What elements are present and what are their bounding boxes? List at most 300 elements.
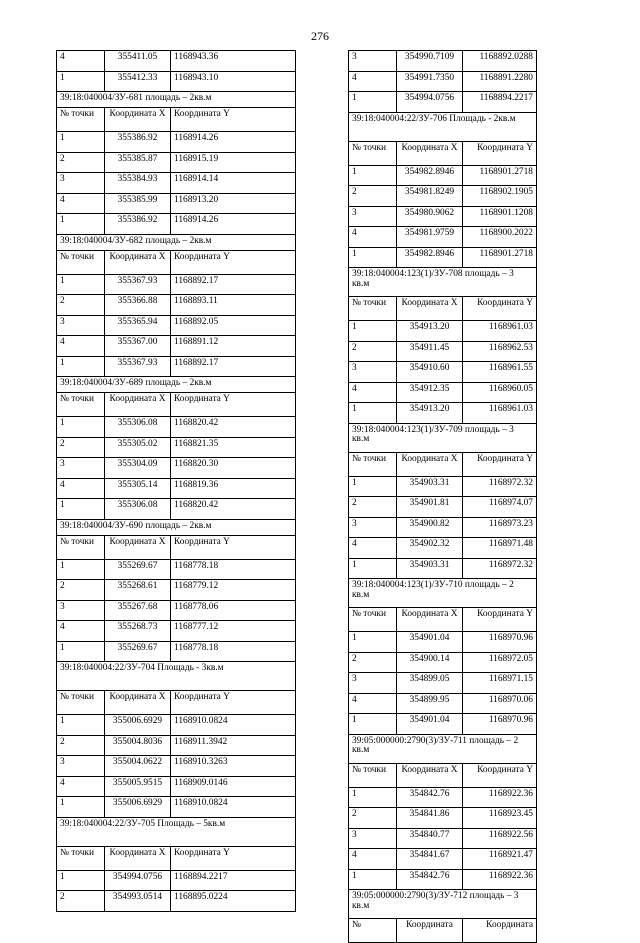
- point-number: 2: [349, 497, 397, 518]
- point-number: 3: [349, 828, 397, 849]
- point-number: 1: [349, 476, 397, 497]
- coordinate-y: 1168901.1208: [463, 206, 537, 227]
- table-row: [57, 173, 296, 194]
- header-coordinate-x: Координата X: [397, 297, 463, 321]
- coordinate-y: 1168911.3942: [171, 735, 296, 756]
- section-title-row: [349, 268, 537, 297]
- coordinate-y: 1168922.36: [463, 787, 537, 808]
- coordinate-y: 1168914.26: [171, 214, 296, 235]
- coordinate-x: 355006.6929: [105, 715, 171, 736]
- point-number: 1: [57, 356, 105, 377]
- coordinate-y: 1168910.3263: [171, 756, 296, 777]
- table-row: [349, 476, 537, 497]
- point-number: 3: [349, 673, 397, 694]
- point-number: 4: [349, 538, 397, 559]
- table-row: [57, 356, 296, 377]
- coordinate-x: 354911.45: [397, 341, 463, 362]
- point-number: 1: [57, 715, 105, 736]
- coordinate-x: 355306.08: [105, 499, 171, 520]
- table-row: [349, 558, 537, 579]
- table-row: [57, 776, 296, 797]
- coordinate-x: 354912.35: [397, 382, 463, 403]
- coordinate-y: 1168891.2280: [463, 71, 537, 92]
- header-coordinate-y: Координата: [463, 919, 537, 943]
- section-title: 39:18:040004/ЗУ-689 площадь – 2кв.м: [57, 377, 296, 393]
- table-row: [349, 321, 537, 342]
- point-number: 3: [349, 51, 397, 72]
- coordinate-y: 1168943.36: [171, 51, 296, 72]
- table-row: [349, 186, 537, 207]
- coordinate-y: 1168777.12: [171, 621, 296, 642]
- coordinate-x: 354901.04: [397, 632, 463, 653]
- coordinate-x: 354902.32: [397, 538, 463, 559]
- coordinate-x: 355305.02: [105, 437, 171, 458]
- page-number: 276: [311, 29, 329, 43]
- coordinate-x: 355269.67: [105, 641, 171, 662]
- table-body-left: [57, 51, 296, 912]
- coordinate-y: 1168901.2718: [463, 247, 537, 268]
- table-row: [349, 403, 537, 424]
- coordinate-x: 355412.33: [105, 71, 171, 92]
- coordinate-x: 355366.88: [105, 295, 171, 316]
- section-title: 39:18:040004:22/ЗУ-705 Площадь – 5кв.м: [57, 817, 296, 846]
- point-number: 4: [349, 227, 397, 248]
- table-row: [57, 870, 296, 891]
- header-coordinate-x: Координата X: [105, 108, 171, 132]
- table-row: [57, 735, 296, 756]
- table-header-row: [57, 691, 296, 715]
- table-row: [349, 227, 537, 248]
- coordinate-x: 355365.94: [105, 315, 171, 336]
- point-number: 3: [349, 206, 397, 227]
- point-number: 1: [57, 641, 105, 662]
- coordinate-x: 355386.92: [105, 132, 171, 153]
- section-title: 39:18:040004:123(1)/ЗУ-708 площадь – 3 кв.м: [349, 268, 537, 297]
- coordinate-y: 1168910.0824: [171, 715, 296, 736]
- section-title: 39:18:040004/ЗУ-682 площадь – 2кв.м: [57, 234, 296, 250]
- header-coordinate-y: Координата Y: [171, 250, 296, 274]
- section-title-row: [349, 112, 537, 141]
- coordinate-x: 354899.05: [397, 673, 463, 694]
- section-title: 39:18:040004/ЗУ-690 площадь – 2кв.м: [57, 519, 296, 535]
- table-row: [57, 891, 296, 912]
- point-number: 1: [57, 559, 105, 580]
- coordinate-y: 1168915.19: [171, 152, 296, 173]
- table-row: [349, 869, 537, 890]
- coordinates-table-right: [348, 50, 536, 943]
- table-row: [57, 437, 296, 458]
- coordinate-x: 355367.00: [105, 336, 171, 357]
- point-number: 2: [349, 186, 397, 207]
- coordinate-x: 354903.31: [397, 558, 463, 579]
- header-point-number: № точки: [349, 763, 397, 787]
- table-body-right: [349, 51, 537, 943]
- header-coordinate-y: Координата Y: [463, 297, 537, 321]
- table-header-row: [349, 763, 537, 787]
- coordinate-x: 355384.93: [105, 173, 171, 194]
- table-row: [57, 132, 296, 153]
- coordinate-x: 354913.20: [397, 403, 463, 424]
- coordinate-y: 1168892.0288: [463, 51, 537, 72]
- table-row: [349, 92, 537, 113]
- coordinate-x: 355411.05: [105, 51, 171, 72]
- header-coordinate-x: Координата X: [105, 691, 171, 715]
- point-number: 2: [57, 735, 105, 756]
- coordinate-x: 355305.14: [105, 478, 171, 499]
- coordinate-x: 354980.9062: [397, 206, 463, 227]
- coordinate-y: 1168913.20: [171, 193, 296, 214]
- header-point-number: № точки: [349, 297, 397, 321]
- table-row: [57, 797, 296, 818]
- point-number: 1: [57, 71, 105, 92]
- point-number: 1: [349, 787, 397, 808]
- point-number: 1: [349, 632, 397, 653]
- coordinate-y: 1168973.23: [463, 517, 537, 538]
- coordinate-y: 1168894.2217: [463, 92, 537, 113]
- section-title: 39:18:040004:22/ЗУ-704 Площадь - 3кв.м: [57, 662, 296, 691]
- point-number: 4: [57, 193, 105, 214]
- header-coordinate-x: Координата X: [105, 250, 171, 274]
- coordinate-x: 354982.8946: [397, 165, 463, 186]
- table-header-row: [349, 608, 537, 632]
- point-number: 4: [349, 849, 397, 870]
- point-number: 3: [349, 517, 397, 538]
- point-number: 2: [349, 652, 397, 673]
- coordinate-y: 1168971.48: [463, 538, 537, 559]
- table-row: [349, 71, 537, 92]
- point-number: 1: [349, 869, 397, 890]
- table-row: [57, 621, 296, 642]
- coordinate-y: 1168900.2022: [463, 227, 537, 248]
- table-row: [57, 295, 296, 316]
- coordinate-x: 354901.81: [397, 497, 463, 518]
- point-number: 1: [57, 214, 105, 235]
- coordinate-y: 1168971.15: [463, 673, 537, 694]
- table-row: [57, 458, 296, 479]
- coordinate-y: 1168893.11: [171, 295, 296, 316]
- point-number: 3: [57, 173, 105, 194]
- table-header-row: [57, 846, 296, 870]
- point-number: 1: [57, 797, 105, 818]
- coordinate-x: 355385.99: [105, 193, 171, 214]
- coordinate-x: 354840.77: [397, 828, 463, 849]
- header-coordinate-y: Координата Y: [463, 763, 537, 787]
- coordinate-x: 355385.87: [105, 152, 171, 173]
- coordinate-y: 1168962.53: [463, 341, 537, 362]
- point-number: 1: [57, 499, 105, 520]
- coordinate-y: 1168779.12: [171, 580, 296, 601]
- table-row: [349, 849, 537, 870]
- table-row: [349, 497, 537, 518]
- header-point-number: № точки: [349, 141, 397, 165]
- coordinate-y: 1168970.96: [463, 632, 537, 653]
- table-row: [57, 274, 296, 295]
- section-title: 39:18:040004/ЗУ-681 площадь – 2кв.м: [57, 92, 296, 108]
- coordinate-y: 1168820.42: [171, 417, 296, 438]
- table-header-row: [349, 452, 537, 476]
- table-row: [57, 417, 296, 438]
- header-coordinate-x: Координата X: [397, 608, 463, 632]
- coordinate-y: 1168821.35: [171, 437, 296, 458]
- header-coordinate-y: Координата Y: [171, 108, 296, 132]
- table-row: [349, 693, 537, 714]
- section-title-row: [349, 734, 537, 763]
- coordinate-x: 355306.08: [105, 417, 171, 438]
- table-row: [57, 580, 296, 601]
- header-coordinate-x: Координата X: [105, 846, 171, 870]
- header-coordinate-y: Координата Y: [463, 608, 537, 632]
- table-row: [57, 478, 296, 499]
- coordinate-y: 1168894.2217: [171, 870, 296, 891]
- coordinate-y: 1168891.12: [171, 336, 296, 357]
- table-row: [349, 517, 537, 538]
- header-coordinate-y: Координата Y: [463, 141, 537, 165]
- coordinate-x: 354842.76: [397, 869, 463, 890]
- coordinate-y: 1168923.45: [463, 808, 537, 829]
- point-number: 3: [57, 458, 105, 479]
- coordinate-y: 1168961.03: [463, 321, 537, 342]
- section-title-row: [349, 579, 537, 608]
- section-title: 39:18:040004:123(1)/ЗУ-709 площадь – 3 кв.м: [349, 423, 537, 452]
- coordinate-x: 355267.68: [105, 600, 171, 621]
- table-row: [349, 165, 537, 186]
- coordinate-x: 354903.31: [397, 476, 463, 497]
- table-row: [349, 673, 537, 694]
- table-header-row: [57, 393, 296, 417]
- coordinates-table-left: [56, 50, 295, 912]
- coordinate-x: 355006.6929: [105, 797, 171, 818]
- section-title-row: [349, 890, 537, 919]
- point-number: 4: [57, 776, 105, 797]
- coordinate-y: 1168778.06: [171, 600, 296, 621]
- table-row: [57, 336, 296, 357]
- point-number: 4: [349, 693, 397, 714]
- point-number: 1: [349, 714, 397, 735]
- point-number: 1: [57, 274, 105, 295]
- table-row: [57, 600, 296, 621]
- coordinate-y: 1168778.18: [171, 641, 296, 662]
- coordinate-y: 1168902.1905: [463, 186, 537, 207]
- coordinate-y: 1168922.36: [463, 869, 537, 890]
- point-number: 2: [57, 437, 105, 458]
- coordinate-y: 1168895.0224: [171, 891, 296, 912]
- coordinate-x: 355004.0622: [105, 756, 171, 777]
- coordinate-x: 355269.67: [105, 559, 171, 580]
- coordinate-x: 355304.09: [105, 458, 171, 479]
- header-point-number: № точки: [349, 608, 397, 632]
- header-coordinate-x: Координата X: [397, 763, 463, 787]
- header-coordinate-x: Координата X: [397, 141, 463, 165]
- table-header-row: [57, 535, 296, 559]
- table-row: [57, 193, 296, 214]
- table-row: [349, 51, 537, 72]
- header-point-number: № точки: [57, 691, 105, 715]
- coordinate-y: 1168921.47: [463, 849, 537, 870]
- table-row: [349, 341, 537, 362]
- coordinate-x: 354982.8946: [397, 247, 463, 268]
- point-number: 3: [57, 756, 105, 777]
- header-point-number: № точки: [57, 108, 105, 132]
- coordinate-y: 1168960.05: [463, 382, 537, 403]
- table-row: [57, 315, 296, 336]
- point-number: 4: [57, 51, 105, 72]
- table-header-row: [349, 297, 537, 321]
- table-row: [349, 247, 537, 268]
- coordinate-x: 354900.82: [397, 517, 463, 538]
- header-point-number: № точки: [349, 452, 397, 476]
- coordinate-x: 354990.7109: [397, 51, 463, 72]
- point-number: 2: [57, 580, 105, 601]
- coordinate-y: 1168972.32: [463, 558, 537, 579]
- point-number: 4: [57, 478, 105, 499]
- header-point-number: № точки: [57, 250, 105, 274]
- header-point-number: № точки: [57, 393, 105, 417]
- coordinate-x: 354900.14: [397, 652, 463, 673]
- point-number: 3: [57, 315, 105, 336]
- point-number: 1: [57, 132, 105, 153]
- section-title: 39:18:040004:123(1)/ЗУ-710 площадь – 2 кв.м: [349, 579, 537, 608]
- coordinate-y: 1168961.03: [463, 403, 537, 424]
- header-point-number: №: [349, 919, 397, 943]
- coordinate-y: 1168778.18: [171, 559, 296, 580]
- header-point-number: № точки: [57, 846, 105, 870]
- header-coordinate-x: Координата X: [105, 535, 171, 559]
- coordinate-x: 354842.76: [397, 787, 463, 808]
- coordinate-x: 354994.0756: [397, 92, 463, 113]
- section-title: 39:05:000000:2790(3)/ЗУ-711 площадь – 2 кв.м: [349, 734, 537, 763]
- table-row: [57, 715, 296, 736]
- coordinate-x: 355005.9515: [105, 776, 171, 797]
- coordinate-x: 354910.60: [397, 362, 463, 383]
- coordinate-y: 1168914.26: [171, 132, 296, 153]
- coordinate-y: 1168943.10: [171, 71, 296, 92]
- coordinate-x: 354993.0514: [105, 891, 171, 912]
- header-coordinate-y: Координата Y: [171, 393, 296, 417]
- coordinate-x: 355004.8036: [105, 735, 171, 756]
- coordinate-x: 355367.93: [105, 274, 171, 295]
- table-header-row: [57, 250, 296, 274]
- coordinate-x: 354994.0756: [105, 870, 171, 891]
- coordinate-y: 1168901.2718: [463, 165, 537, 186]
- point-number: 1: [57, 417, 105, 438]
- table-row: [349, 632, 537, 653]
- table-row: [349, 362, 537, 383]
- table-row: [57, 51, 296, 72]
- coordinate-y: 1168972.05: [463, 652, 537, 673]
- coordinate-x: 354913.20: [397, 321, 463, 342]
- point-number: 1: [57, 870, 105, 891]
- table-row: [349, 538, 537, 559]
- point-number: 1: [349, 558, 397, 579]
- table-row: [349, 382, 537, 403]
- coordinate-y: 1168909.0146: [171, 776, 296, 797]
- table-row: [349, 652, 537, 673]
- coordinate-x: 355367.93: [105, 356, 171, 377]
- header-coordinate-y: Координата Y: [171, 846, 296, 870]
- coordinate-y: 1168820.30: [171, 458, 296, 479]
- section-title: 39:05:000000:2790(3)/ЗУ-712 площадь – 3 кв.м: [349, 890, 537, 919]
- coordinate-y: 1168974.07: [463, 497, 537, 518]
- table-row: [349, 787, 537, 808]
- coordinate-y: 1168892.05: [171, 315, 296, 336]
- table-header-row: [57, 108, 296, 132]
- point-number: 2: [57, 891, 105, 912]
- coordinate-y: 1168970.06: [463, 693, 537, 714]
- table-row: [57, 152, 296, 173]
- section-title-row: [349, 423, 537, 452]
- point-number: 2: [57, 295, 105, 316]
- coordinate-x: 354981.8249: [397, 186, 463, 207]
- coordinate-y: 1168892.17: [171, 274, 296, 295]
- coordinate-y: 1168819.36: [171, 478, 296, 499]
- point-number: 2: [57, 152, 105, 173]
- coordinate-y: 1168972.32: [463, 476, 537, 497]
- table-row: [57, 214, 296, 235]
- table-row: [57, 499, 296, 520]
- table-row: [349, 714, 537, 735]
- point-number: 1: [349, 165, 397, 186]
- coordinate-x: 355268.73: [105, 621, 171, 642]
- coordinate-x: 355268.61: [105, 580, 171, 601]
- header-point-number: № точки: [57, 535, 105, 559]
- coordinate-x: 355386.92: [105, 214, 171, 235]
- header-coordinate-x: Координата X: [397, 452, 463, 476]
- coordinate-x: 354991.7350: [397, 71, 463, 92]
- section-title-row: [57, 234, 296, 250]
- coordinate-y: 1168970.96: [463, 714, 537, 735]
- header-coordinate-x: Координата X: [105, 393, 171, 417]
- coordinate-x: 354981.9759: [397, 227, 463, 248]
- table-header-row: [349, 141, 537, 165]
- coordinate-x: 354841.86: [397, 808, 463, 829]
- coordinate-y: 1168910.0824: [171, 797, 296, 818]
- table-row: [57, 756, 296, 777]
- table-row: [57, 559, 296, 580]
- point-number: 1: [349, 321, 397, 342]
- coordinate-x: 354899.95: [397, 693, 463, 714]
- header-coordinate-y: Координата Y: [463, 452, 537, 476]
- coordinate-x: 354901.04: [397, 714, 463, 735]
- point-number: 4: [57, 621, 105, 642]
- section-title-row: [57, 92, 296, 108]
- section-title-row: [57, 377, 296, 393]
- coordinate-y: 1168961.55: [463, 362, 537, 383]
- coordinate-y: 1168892.17: [171, 356, 296, 377]
- header-coordinate-x: Координата: [397, 919, 463, 943]
- point-number: 1: [349, 403, 397, 424]
- point-number: 4: [349, 382, 397, 403]
- point-number: 3: [57, 600, 105, 621]
- point-number: 4: [57, 336, 105, 357]
- table-row: [349, 808, 537, 829]
- coordinate-y: 1168914.14: [171, 173, 296, 194]
- table-row: [349, 828, 537, 849]
- coordinate-y: 1168820.42: [171, 499, 296, 520]
- header-coordinate-y: Координата Y: [171, 691, 296, 715]
- point-number: 2: [349, 808, 397, 829]
- section-title-row: [57, 662, 296, 691]
- section-title-row: [57, 519, 296, 535]
- point-number: 2: [349, 341, 397, 362]
- table-row: [57, 641, 296, 662]
- header-coordinate-y: Координата Y: [171, 535, 296, 559]
- point-number: 1: [349, 92, 397, 113]
- section-title-row: [57, 817, 296, 846]
- table-row: [349, 206, 537, 227]
- point-number: 1: [349, 247, 397, 268]
- table-header-row: [349, 919, 537, 943]
- section-title: 39:18:040004:22/ЗУ-706 Площадь - 2кв.м: [349, 112, 537, 141]
